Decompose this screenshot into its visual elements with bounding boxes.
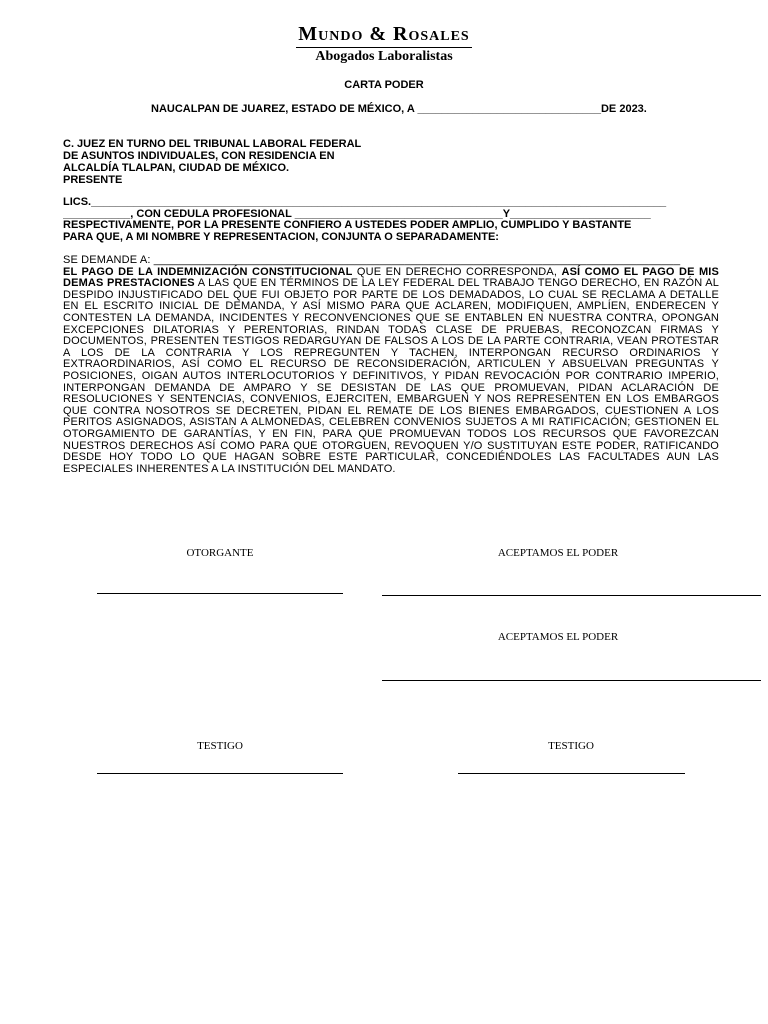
testigo-label-1: TESTIGO: [197, 740, 243, 752]
letterhead: [0, 22, 768, 65]
testigo-signature-line-2: [458, 773, 685, 774]
aceptamos-signature-line-2: [382, 680, 761, 681]
testigo-signature-line-1: [97, 773, 343, 774]
addressee-line: PRESENTE: [63, 174, 123, 186]
powers-text: [63, 267, 719, 476]
otorgante-signature-line: [97, 593, 343, 594]
firm-name: Mundo & Rosales: [296, 22, 471, 48]
lics-line: LICS.______________________________________________________________________________________________: [63, 197, 667, 208]
place-date-line: NAUCALPAN DE JUAREZ, ESTADO DE MÉXICO, A ______________________________DE 2023.: [151, 103, 647, 115]
addressee-block: [63, 138, 361, 186]
addressee-line: ALCALDÍA TLALPAN, CIUDAD DE MÉXICO.: [63, 162, 290, 174]
grant-line: RESPECTIVAMENTE, POR LA PRESENTE CONFIERO A USTEDES PODER AMPLIO, CUMPLIDO Y BASTANTE: [63, 220, 632, 231]
demand-text: QUE EN DERECHO CORRESPONDA,: [352, 265, 562, 278]
aceptamos-label-1: ACEPTAMOS EL PODER: [497, 547, 619, 559]
powers-paragraph: [63, 255, 719, 475]
addressee-line: DE ASUNTOS INDIVIDUALES, CON RESIDENCIA EN: [63, 150, 335, 162]
demand-text: A LAS QUE EN TÉRMINOS DE LA LEY FEDERAL DEL TRABAJO TENGO DERECHO, EN RAZÓN AL DESPIDO INJUSTIFICADO DEL QUE FUI OBJETO POR PARTE DE LOS DEMADADOS, LO CUAL SE RECLAMA A DETALLE EN EL ESCRITO INICIAL DE DEMANDA, Y ASÍ MISMO PARA QUE ACLAREN, MODIFIQUEN, AMPLÍEN, ENDERECEN Y CONTESTEN LA DEMANDA, INCIDENTES Y RECONVENCIONES QUE SE ENTABLEN EN NUESTRA CONTRA, OPONGAN EXCEPCIONES DILATORIAS Y PERENTORIAS, RINDAN TODAS CLASE DE PRUEBAS, RECONOZCAN FIRMAS Y DOCUMENTOS, PRESENTEN TESTIGOS REDARGUYAN DE FALSOS A LOS DE LA PARTE CONTRARIA, VEAN PROTESTAR A LOS DE LA CONTRARIA Y LOS REPREGUNTEN Y TACHEN, INTERPONGAN RECURSO ORDINARIOS Y EXTRAORDINARIOS, ASÍ COMO EL RECURSO DE RECONSIDERACIÓN, ARTICULEN Y ABSUELVAN PREGUNTAS Y POSICIONES, OIGAN AUTOS INTERLOCUTORIOS Y DEFINITIVOS, Y PIDAN REVOCACIÓN POR CONTRARIO IMPERIO, INTERPONGAN DEMANDA DE AMPARO Y SE DESISTAN DE LAS QUE PROMUEVAN, PIDAN ACLARACIÓN DE RESOLUCIONES Y SENTENCIAS, CONVENIOS, EJERCITEN, EMBARGUEN Y NOS REPRESENTEN EN LOS EMBARGOS QUE CONTRA NOSOTROS SE DECRETEN, PIDAN EL REMATE DE LOS BIENES EMBARGADOS, CUESTIONEN A LOS PERITOS ASIGNADOS, ASISTAN A ALMONEDAS, CELEBREN CONVENIOS SUJETOS A MI RATIFICACIÓN; GESTIONEN EL OTORGAMIENTO DE GARANTÍAS, Y EN FIN, PARA QUE PROMUEVAN TODOS LOS RECURSOS QUE FAVOREZCAN NUESTROS DERECHOS ASÍ COMO PARA QUE OTORGUEN, REVOQUEN Y/O SUSTITUYAN ESTE PODER, RATIFICANDO DESDE HOY TODO LO QUE HAGAN SOBRE ESTE PARTICULAR, CONCEDIÉNDOLES LAS FACULTADES AUN LAS ESPECIALES INHERENTES A LA INSTITUCIÓN DEL MANDATO.: [63, 277, 719, 475]
aceptamos-label-2: ACEPTAMOS EL PODER: [497, 631, 619, 643]
cedula-line: ___________, CON CÉDULA PROFESIONAL __________________________________Y_______________________: [63, 208, 651, 220]
document-title: CARTA PODER: [344, 79, 424, 91]
demand-prefix: SE DEMANDE A: ____________________________________________________________________________________: [63, 255, 681, 266]
demand-bold-text: EL PAGO DE LA INDEMNIZACIÓN CONSTITUCIONAL: [63, 265, 353, 278]
otorgante-label: OTORGANTE: [186, 547, 254, 559]
demand-bold-text: ASÍ COMO EL PAGO DE MIS DEMAS PRESTACIONES: [63, 265, 719, 290]
addressee-line: C. JUEZ EN TURNO DEL TRIBUNAL LABORAL FEDERAL: [63, 138, 362, 150]
attorneys-block: [63, 197, 719, 243]
grant-line: PARA QUE, A MI NOMBRE Y REPRESENTACIÓN, CONJUNTA O SEPARADAMENTE:: [63, 231, 499, 243]
testigo-label-2: TESTIGO: [548, 740, 594, 752]
aceptamos-signature-line-1: [382, 595, 761, 596]
firm-subtitle: Abogados Laboralistas: [315, 49, 453, 64]
